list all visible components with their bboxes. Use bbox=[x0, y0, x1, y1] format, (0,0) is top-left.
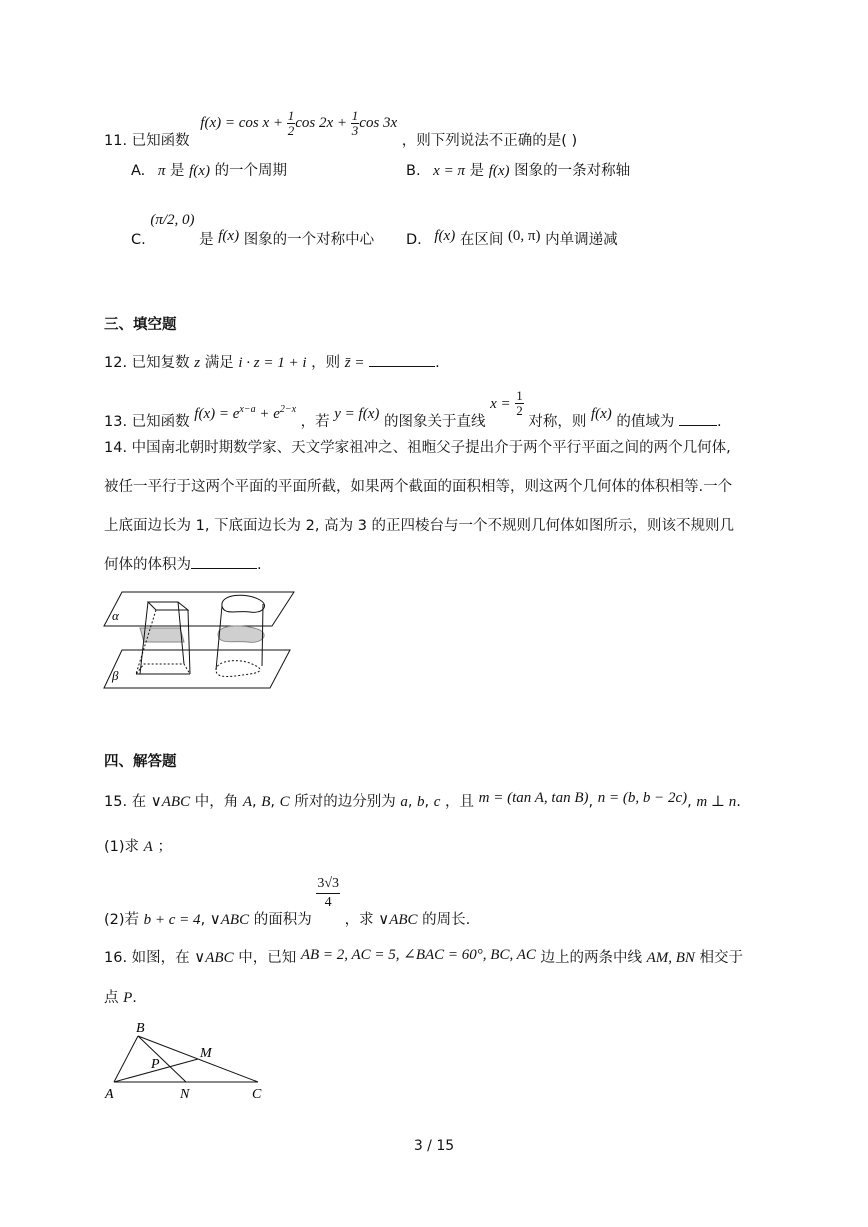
q13-frac-half: $\frac{1}{2}$ bbox=[516, 388, 523, 418]
option-text: 内单调递减 bbox=[545, 232, 618, 248]
irregular-cross-section bbox=[218, 626, 264, 642]
option-math: (0, π) bbox=[507, 228, 541, 244]
side-ab bbox=[114, 1036, 138, 1082]
q14-line-3: 上底面边长为 1, 下底面边长为 2, 高为 3 的正四棱台与一个不规则几何体如图所示，则该不规则几 bbox=[104, 518, 735, 534]
option-text: 在区间 bbox=[459, 232, 504, 248]
q13-text: 13. 已知函数 bbox=[104, 413, 190, 430]
option-math: f(x) bbox=[218, 228, 240, 244]
option-math: (π/2, 0) bbox=[150, 212, 195, 228]
frustum-cross-section bbox=[140, 628, 184, 642]
answer-blank[interactable] bbox=[679, 411, 717, 426]
option-math: x = π bbox=[433, 163, 465, 179]
q11-option-d bbox=[406, 228, 618, 249]
median-bn bbox=[138, 1036, 186, 1082]
q14-line-1: 14. 中国南北朝时期数学家、天文学家祖冲之、祖暅父子提出介于两个平行平面之间的两个几何体, bbox=[104, 440, 731, 456]
q13-math: y = f(x) bbox=[334, 405, 380, 422]
q13-text: 的图象关于直线 bbox=[383, 413, 486, 430]
answer-blank[interactable] bbox=[369, 352, 435, 367]
q13 bbox=[104, 385, 722, 430]
option-text: 图象的一个对称中心 bbox=[243, 232, 375, 248]
frustum bbox=[136, 602, 190, 674]
option-text: 的一个周期 bbox=[214, 163, 288, 179]
q12-text: 12. 已知复数 bbox=[104, 355, 190, 371]
irregular-solid bbox=[216, 595, 265, 676]
vector-m: m = (tan A, tan B) bbox=[478, 790, 589, 806]
q11-frac-half: $\frac{1}{2}$ bbox=[287, 108, 295, 138]
q16-line-1: 16. 如图，在 ∨ABC 中，已知 AB = 2, AC = 5, ∠BAC = 60°, BC, AC 边上的两条中线 AM, BN 相交于 bbox=[104, 947, 744, 966]
area-fraction: $\frac{3√3}{4}$ bbox=[317, 876, 339, 910]
q12-math: z̄ = bbox=[344, 355, 365, 371]
option-math: π bbox=[157, 163, 166, 179]
q13-text: . bbox=[717, 413, 722, 430]
option-text: 是 bbox=[199, 232, 214, 248]
q11-formula: f(x) = cos x + $\frac{1}{2}$ cos 2x + $\frac{1}{3}$ cos 3x bbox=[200, 108, 398, 138]
label-n: N bbox=[180, 1087, 190, 1102]
vector-n: n = (b, b − 2c) bbox=[597, 790, 688, 806]
q11-option-c bbox=[131, 212, 375, 249]
q13-math: f(x) bbox=[590, 405, 612, 422]
alpha-label: α bbox=[112, 608, 119, 623]
q13-text: ，若 bbox=[300, 413, 330, 430]
q16-line-2: 点 P. bbox=[104, 990, 137, 1006]
q14-line-2: 被任一平行于这两个平面的平面所截，如果两个截面的面积相等，则这两个几何体的体积相等.一个 bbox=[104, 479, 733, 495]
option-label: C. bbox=[131, 232, 146, 248]
section-title-answer: 四、解答题 bbox=[104, 754, 177, 770]
page-number: 3 / 15 bbox=[413, 1138, 455, 1154]
label-m: M bbox=[200, 1046, 212, 1061]
q15-sub2: (2)若 b + c = 4, ∨ABC 的面积为 $\frac{3√3}{4}$ ，求 ∨ABC 的周长. bbox=[104, 876, 471, 928]
q14-line-4: 何体的体积为 . bbox=[104, 553, 262, 574]
option-math: f(x) bbox=[488, 163, 510, 179]
q11-option-b bbox=[406, 159, 630, 180]
q16-triangle-figure bbox=[100, 1016, 270, 1104]
q11-frac-third: $\frac{1}{3}$ bbox=[351, 108, 359, 138]
q12-text: . bbox=[435, 355, 440, 371]
label-a: A bbox=[105, 1087, 114, 1102]
option-label: A. bbox=[131, 163, 146, 179]
option-label: D. bbox=[406, 232, 422, 248]
option-math: f(x) bbox=[189, 163, 210, 179]
q11-stem bbox=[104, 108, 578, 149]
option-label: B. bbox=[406, 163, 421, 179]
q13-text: 对称，则 bbox=[528, 413, 587, 430]
option-text: 图象的一条对称轴 bbox=[514, 163, 631, 179]
label-b: B bbox=[136, 1021, 145, 1036]
q14-figure bbox=[100, 590, 296, 692]
option-text: 是 bbox=[170, 163, 185, 179]
q12-text: ，则 bbox=[311, 355, 341, 371]
q12 bbox=[104, 351, 440, 372]
q12-math: i · z = 1 + i bbox=[238, 355, 307, 371]
option-text: 是 bbox=[469, 163, 485, 179]
q15-sub1: (1)求 A ； bbox=[104, 839, 172, 855]
q13-text: 的值域为 bbox=[616, 413, 675, 430]
label-p: P bbox=[151, 1057, 160, 1072]
q12-math: z bbox=[194, 355, 201, 371]
section-title-fill-in: 三、填空题 bbox=[104, 317, 177, 333]
label-c: C bbox=[252, 1087, 262, 1102]
q11-option-a bbox=[131, 159, 287, 180]
q12-text: 满足 bbox=[204, 355, 234, 371]
plane-alpha bbox=[104, 592, 294, 626]
triangle-symbol: ∨ABC bbox=[150, 794, 191, 810]
answer-blank[interactable] bbox=[191, 554, 257, 569]
q11-stem-post: ，则下列说法不正确的是( ) bbox=[401, 133, 578, 149]
q13-math: x = bbox=[490, 395, 511, 412]
beta-label: β bbox=[112, 668, 119, 683]
q15-line-1: 15. 在 ∨ABC 中，角 A, B, C 所对的边分别为 a, b, c ，且 m = (tan A, tan B), n = (b, b − 2c), m ⊥ n. bbox=[104, 790, 741, 810]
q11-stem-pre: 11. 已知函数 bbox=[104, 133, 190, 149]
option-math: f(x) bbox=[434, 228, 456, 244]
q13-formula: $f(x) = e^{x-a} + e^{2-x}$ bbox=[194, 403, 297, 422]
